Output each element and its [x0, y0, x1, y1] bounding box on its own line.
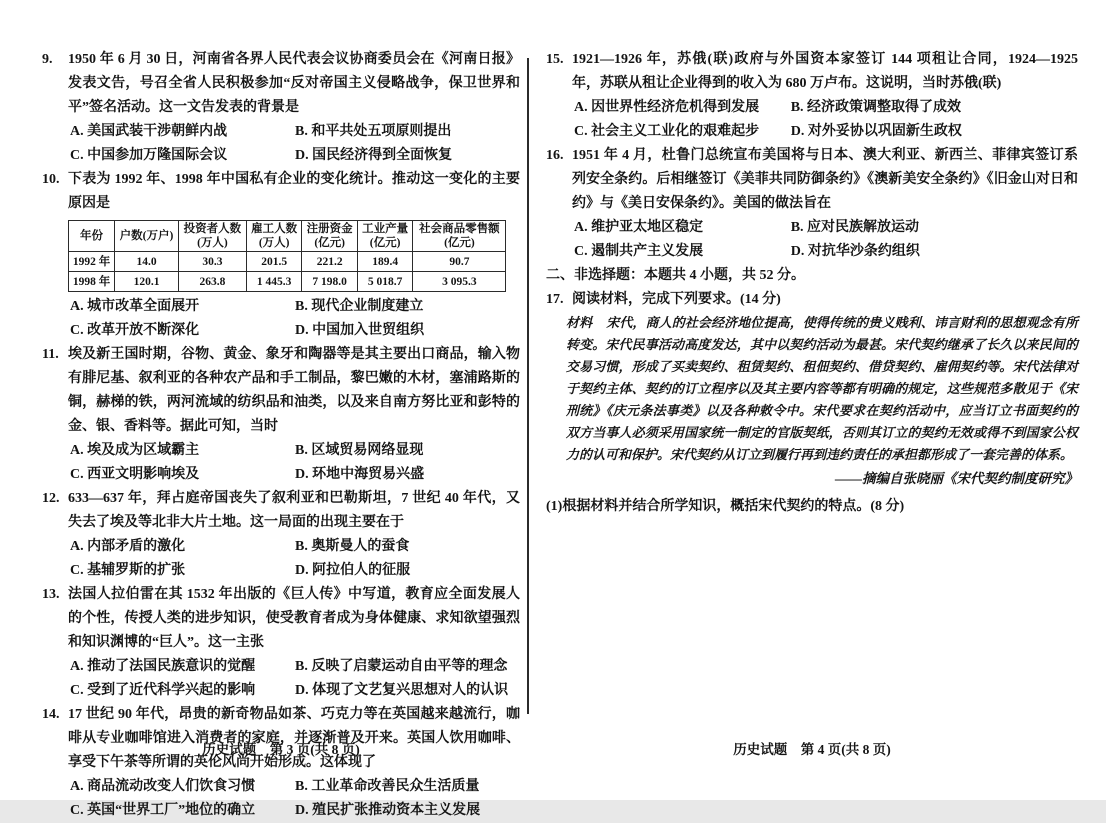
question-16-option-d: D. 对抗华沙条约组织 [790, 244, 920, 259]
question-9-stem: 1950 年 6 月 30 日，河南省各界人民代表会议协商委员会在《河南日报》发表文告，号召全省人民积极参加“反对帝国主义侵略战争，保卫世界和平”签名活动。这一文告发表的背景是 [68, 52, 520, 115]
question-17-stem: 阅读材料，完成下列要求。(14 分) [572, 292, 781, 307]
question-11-option-b: B. 区域贸易网络显现 [295, 443, 424, 458]
question-16 [546, 144, 1078, 264]
question-15-stem: 1921—1926 年，苏俄(联)政府与外国资本家签订 144 项租让合同，1924—1925 年，苏联从租让企业得到的收入为 680 万卢布。这说明，当时苏俄(联) [572, 52, 1078, 91]
section-2-header: 二、非选择题：本题共 4 小题，共 52 分。 [546, 268, 805, 283]
table-cell: 1992 年 [69, 252, 115, 272]
table-header-investors: 投资者人数 (万人) [178, 221, 246, 252]
table-header-retail-sales: 社会商品零售额 (亿元) [413, 221, 506, 252]
question-13-stem: 法国人拉伯雷在其 1532 年出版的《巨人传》中写道，教育应全面发展人的个性，传授人类的进步知识，使受教育者成为身体健康、求知欲望强烈和知识渊博的“巨人”。这一主张 [68, 587, 520, 650]
table-header-households: 户数(万户) [115, 221, 179, 252]
question-11-options [68, 439, 520, 487]
question-13-option-b: B. 反映了启蒙运动自由平等的理念 [295, 659, 508, 674]
table-header-industrial-output: 工业产量 (亿元) [357, 221, 412, 252]
page-3-footer: 历史试题 第 3 页(共 8 页) [202, 742, 360, 757]
question-10-stem: 下表为 1992 年、1998 年中国私有企业的变化统计。推动这一变化的主要原因是 [68, 172, 520, 211]
question-16-option-c: C. 遏制共产主义发展 [574, 244, 704, 259]
question-9-option-c: C. 中国参加万隆国际会议 [70, 148, 228, 163]
question-9-number: 9. [42, 52, 53, 67]
question-16-options [572, 216, 1078, 264]
table-cell: 3 095.3 [413, 272, 506, 292]
question-9-option-a: A. 美国武装干涉朝鲜内战 [70, 124, 228, 139]
question-13-number: 13. [42, 587, 60, 602]
question-14-option-d: D. 殖民扩张推动资本主义发展 [295, 803, 481, 818]
question-14-stem: 17 世纪 90 年代，昂贵的新奇物品如茶、巧克力等在英国越来越流行，咖啡从专业咖啡馆进入消费者的家庭，并逐渐普及开来。英国人饮用咖啡、享受下午茶等所谓的英伦风尚开始形成。这体现了 [68, 707, 520, 770]
question-11 [42, 343, 520, 487]
question-11-option-a: A. 埃及成为区域霸主 [70, 443, 200, 458]
table-cell: 189.4 [357, 252, 412, 272]
question-14-option-b: B. 工业革命改善民众生活质量 [295, 779, 480, 794]
question-13-option-c: C. 受到了近代科学兴起的影响 [70, 683, 256, 698]
question-14-number: 14. [42, 707, 60, 722]
table-cell: 263.8 [178, 272, 246, 292]
page-3 [42, 48, 520, 823]
question-14-option-a: A. 商品流动改变人们饮食习惯 [70, 779, 256, 794]
table-cell: 90.7 [413, 252, 506, 272]
table-header-employees: 雇工人数 (万人) [246, 221, 301, 252]
private-enterprise-stats-table [68, 220, 506, 292]
question-11-number: 11. [42, 347, 59, 362]
question-9-option-b: B. 和平共处五项原则提出 [295, 124, 452, 139]
question-12-option-c: C. 基辅罗斯的扩张 [70, 563, 186, 578]
question-12-number: 12. [42, 491, 60, 506]
table-row-1992 [69, 252, 506, 272]
question-17-material [566, 312, 1078, 466]
question-9-option-d: D. 国民经济得到全面恢复 [295, 148, 453, 163]
table-cell: 14.0 [115, 252, 179, 272]
question-12-options [68, 535, 520, 583]
question-11-stem: 埃及新王国时期，谷物、黄金、象牙和陶器等是其主要出口商品，输入物有腓尼基、叙利亚的各种农产品和手工制品，黎巴嫩的木材，塞浦路斯的铜，赫梯的铁，两河流域的纺织品和油类，以及来自南方努比亚和彭特的金、银、香料等。据此可知，当时 [68, 347, 520, 434]
question-9 [42, 48, 520, 168]
question-13-option-d: D. 体现了文艺复兴思想对人的认识 [295, 683, 509, 698]
question-15-option-b: B. 经济政策调整取得了成效 [790, 100, 962, 115]
question-13 [42, 583, 520, 703]
question-11-option-c: C. 西亚文明影响埃及 [70, 467, 200, 482]
question-16-number: 16. [546, 148, 564, 163]
table-cell: 1998 年 [69, 272, 115, 292]
table-cell: 221.2 [302, 252, 357, 272]
table-header-row [69, 221, 506, 252]
question-15-option-d: D. 对外妥协以巩固新生政权 [790, 124, 962, 139]
question-15-option-c: C. 社会主义工业化的艰难起步 [574, 124, 760, 139]
question-17 [546, 288, 1078, 312]
question-14-option-c: C. 英国“世界工厂”地位的确立 [70, 803, 256, 818]
question-15 [546, 48, 1078, 144]
table-cell: 201.5 [246, 252, 301, 272]
question-10-option-a: A. 城市改革全面展开 [70, 299, 200, 314]
question-12-stem: 633—637 年，拜占庭帝国丧失了叙利亚和巴勒斯坦，7 世纪 40 年代，又失去了埃及等北非大片土地。这一局面的出现主要在于 [68, 491, 520, 530]
question-10-option-c: C. 改革开放不断深化 [70, 323, 200, 338]
page-4-footer: 历史试题 第 4 页(共 8 页) [733, 742, 891, 757]
question-12-option-b: B. 奥斯曼人的蚕食 [295, 539, 410, 554]
table-cell: 1 445.3 [246, 272, 301, 292]
table-header-registered-capital: 注册资金 (亿元) [302, 221, 357, 252]
question-13-option-a: A. 推动了法国民族意识的觉醒 [70, 659, 256, 674]
question-10 [42, 168, 520, 343]
question-17-source: ——摘编自张晓丽《宋代契约制度研究》 [835, 471, 1078, 486]
material-text: 宋代，商人的社会经济地位提高，使得传统的贵义贱利、讳言财利的思想观念有所转变。宋代民事活动高度发达，其中以契约活动为最甚。宋代契约继承了长久以来民间的交易习惯，形成了买卖契约、租赁契约、租佃契约、借贷契约、雇佣契约等。宋代法律对于契约主体、契约的订立程序以及其主要内容等都有明确的规定，这些规范多散见于《宋刑统》《庆元条法事类》以及各种敕令中。宋代要求在契约活动中，应当订立书面契约的双方当事人必须采用国家统一制定的官版契纸，否则其订立的契约无效或得不到国家公权力的认可和保护。宋代契约从订立到履行再到违约责任的承担都形成了一套完善的体系。 [566, 315, 1078, 462]
question-16-stem: 1951 年 4 月，杜鲁门总统宣布美国将与日本、澳大利亚、新西兰、菲律宾签订系列安全条约。后相继签订《美菲共同防御条约》《澳新美安全条约》《旧金山对日和约》与《美日安保条约》。美国的做法旨在 [572, 148, 1078, 211]
question-14 [42, 703, 520, 823]
question-10-option-b: B. 现代企业制度建立 [295, 299, 424, 314]
question-15-options [572, 96, 1078, 144]
question-12 [42, 487, 520, 583]
question-10-number: 10. [42, 172, 60, 187]
question-15-option-a: A. 因世界性经济危机得到发展 [574, 100, 760, 115]
question-13-options [68, 655, 520, 703]
table-cell: 120.1 [115, 272, 179, 292]
question-16-option-a: A. 维护亚太地区稳定 [574, 220, 704, 235]
question-11-option-d: D. 环地中海贸易兴盛 [295, 467, 425, 482]
question-10-options [68, 295, 520, 343]
table-cell: 5 018.7 [357, 272, 412, 292]
question-15-number: 15. [546, 52, 564, 67]
table-cell: 30.3 [178, 252, 246, 272]
material-label: 材料 [566, 315, 593, 330]
question-10-option-d: D. 中国加入世贸组织 [295, 323, 425, 338]
table-row-1998 [69, 272, 506, 292]
question-17-sub1: (1)根据材料并结合所学知识，概括宋代契约的特点。(8 分) [546, 499, 905, 514]
question-16-option-b: B. 应对民族解放运动 [790, 220, 920, 235]
question-14-options [68, 775, 520, 823]
question-17-number: 17. [546, 292, 564, 307]
table-cell: 7 198.0 [302, 272, 357, 292]
table-header-year: 年份 [69, 221, 115, 252]
question-9-options [68, 120, 520, 168]
page-divider [527, 58, 529, 714]
question-12-option-a: A. 内部矛盾的激化 [70, 539, 186, 554]
page-4 [546, 48, 1078, 520]
question-12-option-d: D. 阿拉伯人的征服 [295, 563, 411, 578]
